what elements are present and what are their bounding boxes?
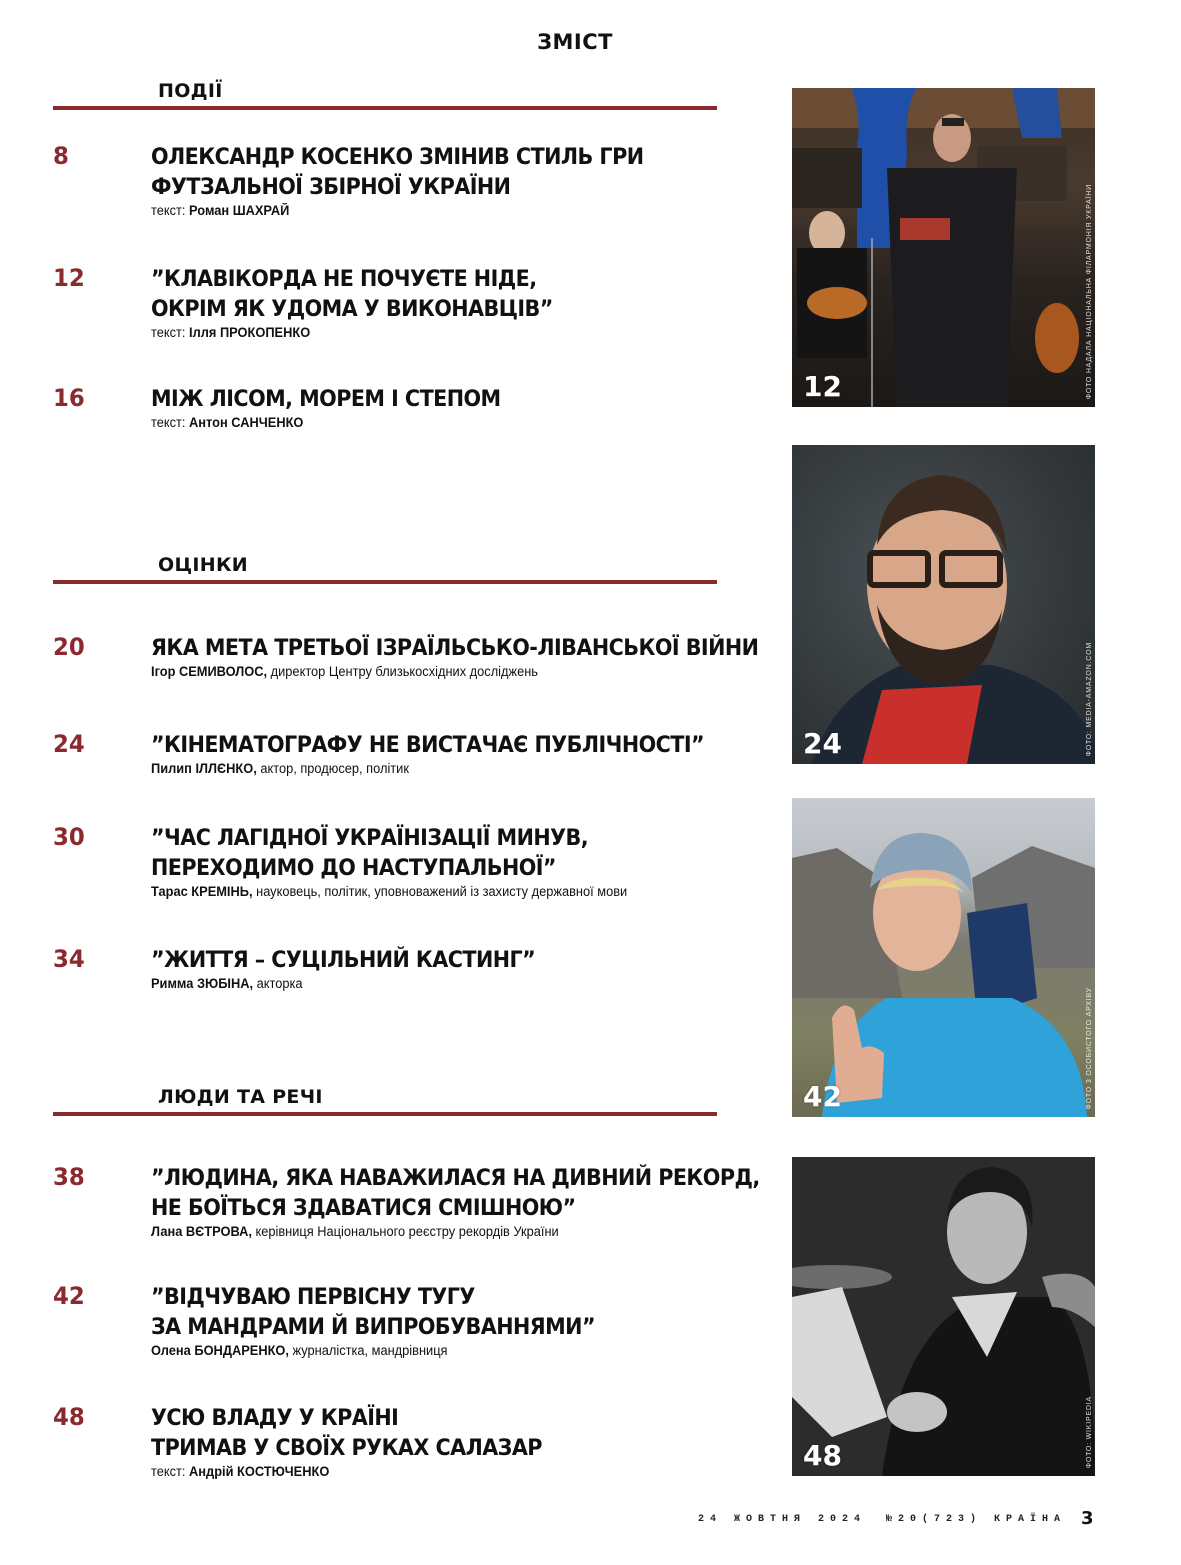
byline: текст: Антон САНЧЕНКО <box>151 415 304 430</box>
page-number: 48 <box>53 1403 85 1431</box>
byline: Ігор СЕМИВОЛОС, директор Центру близькосхідних досліджень <box>151 664 538 679</box>
page-number: 34 <box>53 945 85 973</box>
page-number: 42 <box>53 1282 85 1310</box>
photo-page-number: 12 <box>803 370 842 403</box>
photo-page-number: 42 <box>803 1080 842 1113</box>
photo-hiker[interactable] <box>792 798 1095 1117</box>
photo-credit: ФОТО: MEDIA-AMAZON.COM <box>1086 641 1093 756</box>
concert-illustration <box>792 88 1095 407</box>
portrait-illustration <box>792 445 1095 764</box>
photo-credit: ФОТО НАДАЛА НАЦІОНАЛЬНА ФІЛАРМОНІЯ УКРАЇНИ <box>1086 183 1093 399</box>
page-number: 16 <box>53 384 85 412</box>
footer-info <box>698 1514 1066 1525</box>
entry-title: ”ЖИТТЯ – СУЦІЛЬНИЙ КАСТИНГ” <box>151 947 536 973</box>
page-folio: 3 <box>1081 1508 1094 1529</box>
section-divider <box>53 580 717 584</box>
photo-page-number: 48 <box>803 1439 842 1472</box>
byline: текст: Роман ШАХРАЙ <box>151 203 290 218</box>
entry-title: ”КІНЕМАТОГРАФУ НЕ ВИСТАЧАЄ ПУБЛІЧНОСТІ” <box>151 732 705 758</box>
photo-concert[interactable] <box>792 88 1095 407</box>
entry-title: ”КЛАВІКОРДА НЕ ПОЧУЄТЕ НІДЕ, ОКРІМ ЯК УДОМА У ВИКОНАВЦІВ” <box>151 266 553 322</box>
photo-credit: ФОТО: WIKIPEDIA <box>1086 1395 1093 1468</box>
byline: Олена БОНДАРЕНКО, журналістка, мандрівниця <box>151 1343 448 1358</box>
issue-date: 24 ЖОВТНЯ 2024 <box>698 1514 867 1525</box>
page-number: 30 <box>53 823 85 851</box>
section-heading-otsinky: ОЦІНКИ <box>158 554 248 576</box>
photo-page-number: 24 <box>803 727 842 760</box>
page-number: 38 <box>53 1163 85 1191</box>
byline: текст: Ілля ПРОКОПЕНКО <box>151 325 311 340</box>
byline: текст: Андрій КОСТЮЧЕНКО <box>151 1464 330 1479</box>
entry-title: ”ЧАС ЛАГІДНОЇ УКРАЇНІЗАЦІЇ МИНУВ, ПЕРЕХОДИМО ДО НАСТУПАЛЬНОЇ” <box>151 825 589 881</box>
issue-number: №20(723) КРАЇНА <box>886 1514 1067 1525</box>
photo-portrait[interactable] <box>792 445 1095 764</box>
section-heading-podii: ПОДІЇ <box>158 80 223 102</box>
entry-title: УСЮ ВЛАДУ У КРАЇНІ ТРИМАВ У СВОЇХ РУКАХ САЛАЗАР <box>151 1405 542 1461</box>
entry-title: ОЛЕКСАНДР КОСЕНКО ЗМІНИВ СТИЛЬ ГРИ ФУТЗАЛЬНОЇ ЗБІРНОЇ УКРАЇНИ <box>151 144 644 200</box>
hiker-illustration <box>792 798 1095 1117</box>
page-title: ЗМІСТ <box>537 30 613 54</box>
page-number: 20 <box>53 633 85 661</box>
section-heading-lyudy-ta-rechi: ЛЮДИ ТА РЕЧІ <box>158 1086 323 1108</box>
byline: Тарас КРЕМІНЬ, науковець, політик, уповноважений із захисту державної мови <box>151 884 628 899</box>
page-number: 12 <box>53 264 85 292</box>
entry-title: ЯКА МЕТА ТРЕТЬОЇ ІЗРАЇЛЬСЬКО-ЛІВАНСЬКОЇ ВІЙНИ <box>151 635 759 661</box>
section-divider <box>53 1112 717 1116</box>
salazar-illustration <box>792 1157 1095 1476</box>
entry-title: МІЖ ЛІСОМ, МОРЕМ І СТЕПОМ <box>151 386 501 412</box>
byline: Римма ЗЮБІНА, акторка <box>151 976 303 991</box>
page-number: 24 <box>53 730 85 758</box>
photo-credit: ФОТО З ОСОБИСТОГО АРХІВУ <box>1086 986 1093 1109</box>
byline: Лана ВЄТРОВА, керівниця Національного реєстру рекордів України <box>151 1224 559 1239</box>
byline: Пилип ІЛЛЄНКО, актор, продюсер, політик <box>151 761 409 776</box>
section-divider <box>53 106 717 110</box>
photo-salazar[interactable] <box>792 1157 1095 1476</box>
page-number: 8 <box>53 142 69 170</box>
entry-title: ”ЛЮДИНА, ЯКА НАВАЖИЛАСЯ НА ДИВНИЙ РЕКОРД, НЕ БОЇТЬСЯ ЗДАВАТИСЯ СМІШНОЮ” <box>151 1165 760 1221</box>
entry-title: ”ВІДЧУВАЮ ПЕРВІСНУ ТУГУ ЗА МАНДРАМИ Й ВИПРОБУВАННЯМИ” <box>151 1284 596 1340</box>
